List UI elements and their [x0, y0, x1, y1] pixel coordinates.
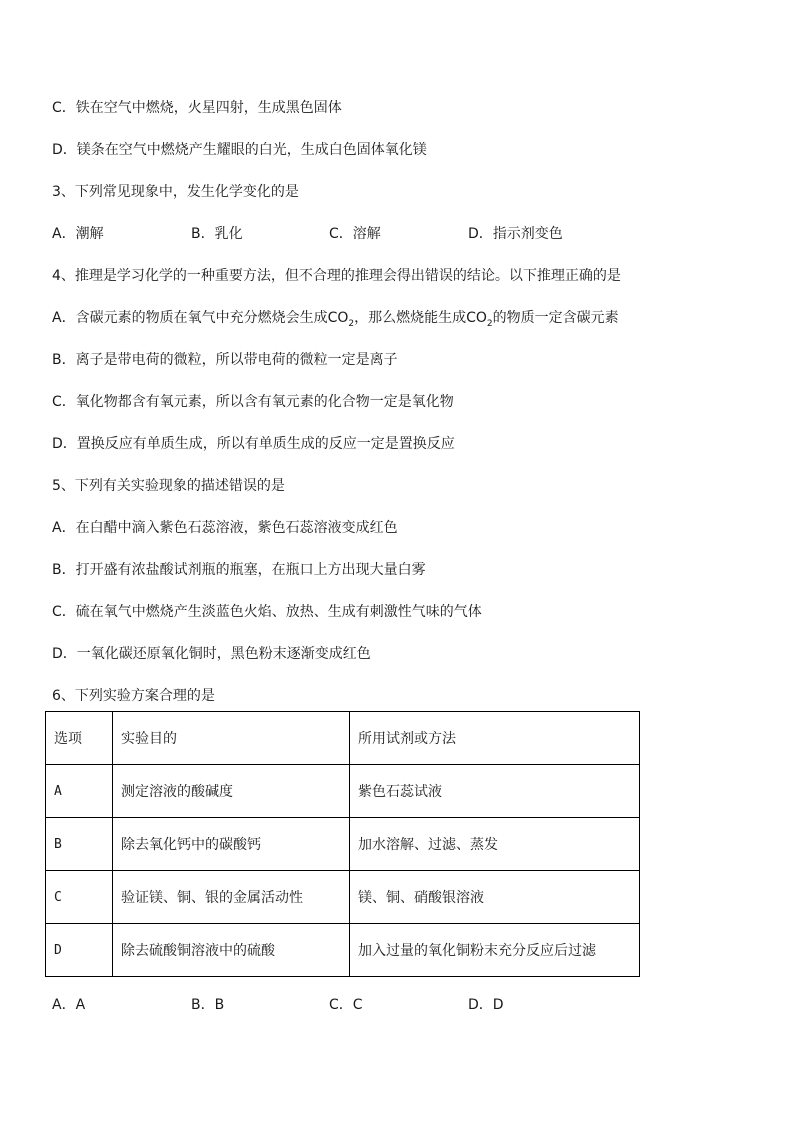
table-header-cell: 所用试剂或方法: [350, 712, 640, 765]
table-row: [46, 871, 640, 924]
table-header-row: [46, 712, 640, 765]
q3-options: [52, 224, 652, 244]
q6-table: [45, 711, 640, 977]
q6-option-b: B．B: [191, 997, 225, 1013]
q4-stem: 4、推理是学习化学的一种重要方法，但不合理的推理会得出错误的结论。以下推理正确的是: [52, 268, 621, 284]
table-row: [46, 924, 640, 977]
q4-option-b: B．离子是带电荷的微粒，所以带电荷的微粒一定是离子: [52, 352, 398, 368]
table-cell-method: 加入过量的氧化铜粉末充分反应后过滤: [350, 924, 640, 977]
table-cell-option: A: [46, 765, 113, 818]
table-cell-purpose: 验证镁、铜、银的金属活动性: [113, 871, 350, 924]
q4-option-c: C．氧化物都含有氧元素，所以含有氧元素的化合物一定是氧化物: [52, 394, 454, 410]
table-header-cell: 实验目的: [113, 712, 350, 765]
q6-stem: 6、下列实验方案合理的是: [52, 688, 215, 704]
q4-option-d: D．置换反应有单质生成，所以有单质生成的反应一定是置换反应: [52, 436, 455, 452]
q5-option-a: A．在白醋中滴入紫色石蕊溶液，紫色石蕊溶液变成红色: [52, 520, 398, 536]
table-row: [46, 765, 640, 818]
table-cell-purpose: 测定溶液的酸碱度: [113, 765, 350, 818]
q5-option-b: B．打开盛有浓盐酸试剂瓶的瓶塞，在瓶口上方出现大量白雾: [52, 562, 426, 578]
q2-option-c: C．铁在空气中燃烧，火星四射，生成黑色固体: [52, 100, 342, 116]
table-header-cell: 选项: [46, 712, 113, 765]
q3-option-b: B．乳化: [191, 226, 243, 242]
q2-option-d: D．镁条在空气中燃烧产生耀眼的白光，生成白色固体氧化镁: [52, 142, 427, 158]
q4-option-a: A．含碳元素的物质在氧气中充分燃烧会生成$CO_2$，那么燃烧能生成$CO_2$的物质一定含碳元素: [52, 310, 619, 329]
q5-option-c: C．硫在氧气中燃烧产生淡蓝色火焰、放热、生成有刺激性气味的气体: [52, 604, 482, 620]
table-cell-option: B: [46, 818, 113, 871]
table-cell-method: 紫色石蕊试液: [350, 765, 640, 818]
q6-option-c: C．C: [329, 997, 363, 1013]
table-row: [46, 818, 640, 871]
table-cell-option: C: [46, 871, 113, 924]
table-cell-method: 镁、铜、硝酸银溶液: [350, 871, 640, 924]
q3-option-c: C．溶解: [329, 226, 381, 242]
q6-option-d: D．D: [468, 997, 504, 1013]
table-cell-purpose: 除去氧化钙中的碳酸钙: [113, 818, 350, 871]
q5-stem: 5、下列有关实验现象的描述错误的是: [52, 478, 285, 494]
table-cell-option: D: [46, 924, 113, 977]
q3-stem: 3、下列常见现象中，发生化学变化的是: [52, 184, 299, 200]
q6-option-a: A．A: [52, 997, 86, 1013]
q6-options: [52, 995, 652, 1015]
table-cell-purpose: 除去硫酸铜溶液中的硫酸: [113, 924, 350, 977]
q3-option-a: A．潮解: [52, 226, 104, 242]
q3-option-d: D．指示剂变色: [468, 226, 563, 242]
table-cell-method: 加水溶解、过滤、蒸发: [350, 818, 640, 871]
q5-option-d: D．一氧化碳还原氧化铜时，黑色粉末逐渐变成红色: [52, 646, 371, 662]
